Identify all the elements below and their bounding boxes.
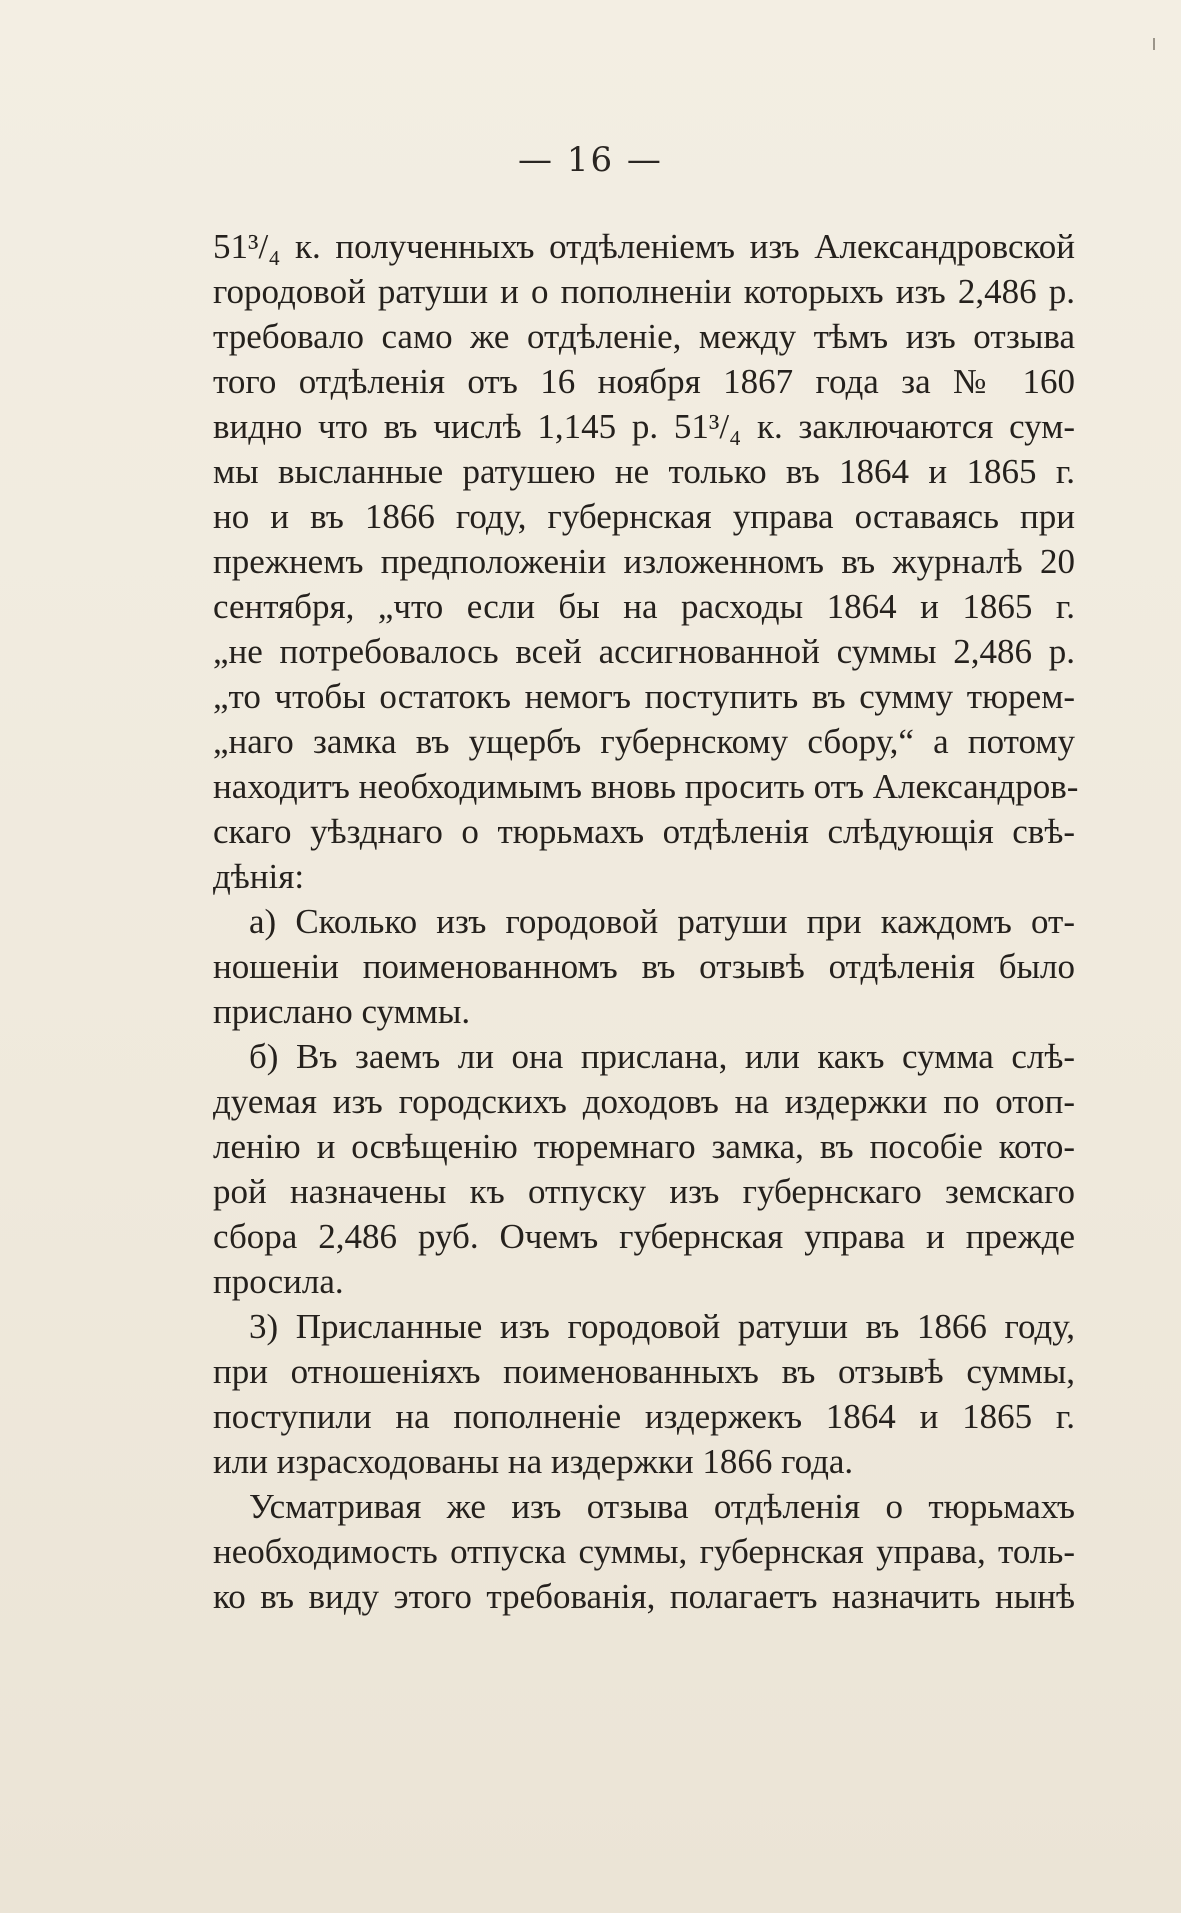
text-line: „то чтобы остатокъ немогъ поступить въ сумму тюрем-: [213, 677, 1075, 716]
text-line: рой назначены къ отпуску изъ губернскаго земскаго: [213, 1172, 1075, 1211]
text-line: того отдѣленія отъ 16 ноября 1867 года за № 160: [213, 362, 1075, 401]
text-line: мы высланные ратушею не только въ 1864 и 1865 г.: [213, 452, 1075, 491]
text-line: „наго замка въ ущербъ губернскому сбору,“ а потому: [213, 722, 1075, 761]
text-line: сбора 2,486 руб. Очемъ губернская управа и прежде: [213, 1217, 1075, 1256]
text-line: дуемая изъ городскихъ доходовъ на издержки по отоп-: [213, 1082, 1075, 1121]
text-line: прислано суммы.: [213, 992, 471, 1031]
text-line: „не потребовалось всей ассигнованной суммы 2,486 р.: [213, 632, 1075, 671]
text-line: требовало само же отдѣленіе, между тѣмъ изъ отзыва: [213, 317, 1075, 356]
text-line: поступили на пополненіе издержекъ 1864 и 1865 г.: [213, 1397, 1075, 1436]
text-line: дѣнія:: [213, 857, 305, 896]
text-line: 3) Присланные изъ городовой ратуши въ 1866 году,: [249, 1307, 1075, 1346]
margin-mark: [1153, 38, 1155, 50]
text-line: ко въ виду этого требованія, полагаетъ назначить нынѣ: [213, 1577, 1075, 1616]
body-text: [213, 224, 1079, 1619]
text-line: сентября, „что если бы на расходы 1864 и 1865 г.: [213, 587, 1075, 626]
page-number-header: — 16 —: [518, 140, 663, 180]
text-line: ленію и освѣщенію тюремнаго замка, въ пособіе кото-: [213, 1127, 1075, 1166]
text-line: скаго уѣзднаго о тюрьмахъ отдѣленія слѣдующія свѣ-: [213, 812, 1075, 851]
text-line: но и въ 1866 году, губернская управа оставаясь при: [213, 497, 1075, 536]
text-line: просила.: [213, 1262, 344, 1301]
text-line: необходимость отпуска суммы, губернская управа, толь-: [213, 1532, 1075, 1571]
text-line: находитъ необходимымъ вновь просить отъ Александров-: [213, 767, 1079, 806]
text-line: б) Въ заемъ ли она прислана, или какъ сумма слѣ-: [249, 1037, 1075, 1076]
text-line: или израсходованы на издержки 1866 года.: [213, 1442, 854, 1481]
text-line: городовой ратуши и о пополненіи которыхъ изъ 2,486 р.: [213, 272, 1075, 311]
text-line: Усматривая же изъ отзыва отдѣленія о тюрьмахъ: [249, 1487, 1075, 1526]
text-line: 51³/₄ к. полученныхъ отдѣленіемъ изъ Александровской: [213, 227, 1075, 266]
text-line: прежнемъ предположеніи изложенномъ въ журналѣ 20: [213, 542, 1075, 581]
text-line: при отношеніяхъ поименованныхъ въ отзывѣ суммы,: [213, 1352, 1075, 1391]
text-line: ношеніи поименованномъ въ отзывѣ отдѣленія было: [213, 947, 1075, 986]
text-line: видно что въ числѣ 1,145 р. 51³/₄ к. заключаются сум-: [213, 407, 1075, 446]
text-line: а) Сколько изъ городовой ратуши при каждомъ от-: [249, 902, 1075, 941]
